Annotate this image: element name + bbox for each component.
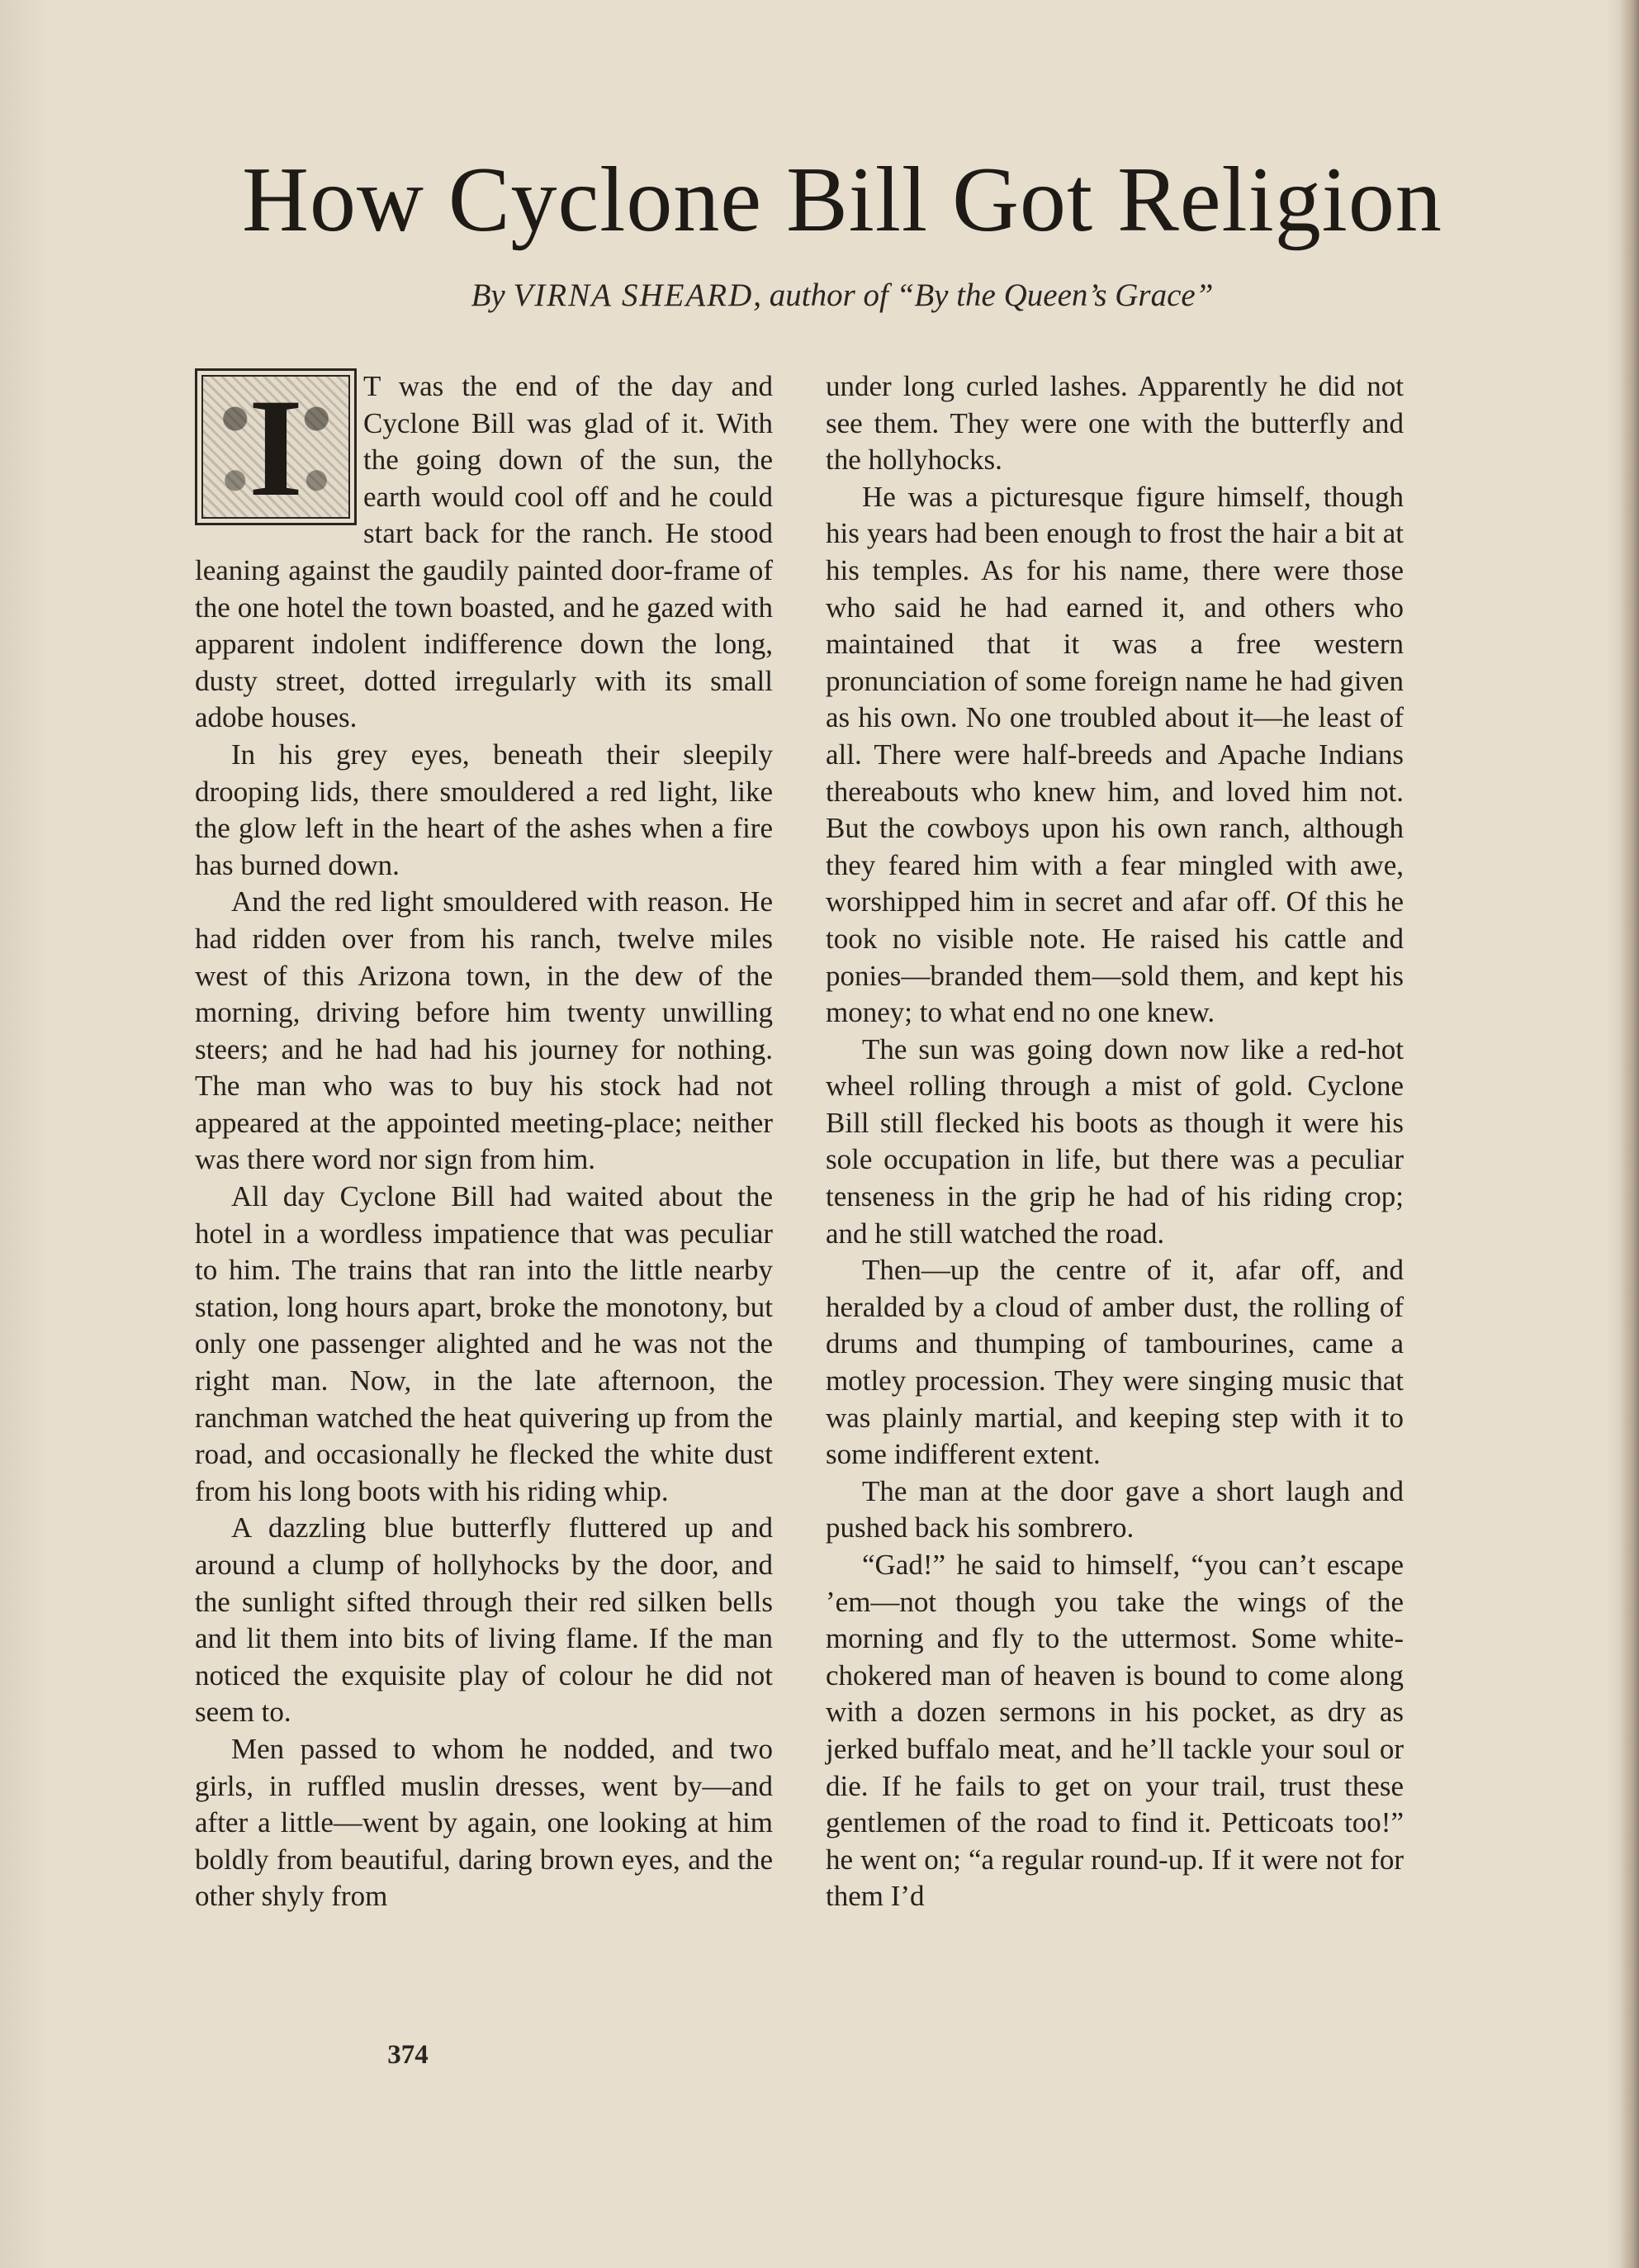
paragraph: All day Cyclone Bill had waited about the hotel in a wordless impatience that was peculiar to him. The trains that ran into the little nearby station, long hours apart, broke the monotony, but only one passenger alighted and he was not the right man. Now, in the late afternoon, the ranchman watched the heat quivering up from the road, and occasionally he flecked the white dust from his long boots with his riding whip.: [195, 1180, 773, 1507]
drop-cap-frame: [201, 375, 350, 519]
paragraph: The sun was going down now like a red-hot wheel rolling through a mist of gold. Cyclone Bill still flecked his boots as though it were his sole occupation in life, but there was a peculiar tenseness in the grip he had of his riding crop; and he still watched the road.: [826, 1032, 1404, 1250]
article-title: How Cyclone Bill Got Religion: [242, 149, 1442, 251]
paragraph: He was a picturesque figure himself, though his years had been enough to frost the hair a bit at his temples. As for his name, there were those who said he had earned it, and others who maintained that it was a free western pronunciation of some foreign name he had given as his own. No one troubled about it—he least of all. There were half-breeds and Apache Indians thereabouts who knew him, and loved him not. But the cowboys upon his own ranch, although they feared him with a fear mingled with awe, worshipped him in secret and afar off. Of this he took no visible note. He raised his cattle and ponies—branded them—sold them, and kept his money; to what end no one knew.: [826, 480, 1404, 1029]
left-column: [195, 368, 773, 1915]
paragraph: Then—up the centre of it, afar off, and heralded by a cloud of amber dust, the rolling of drums and thumping of tambourines, came a motley procession. They were singing music that was plainly martial, and keeping step with it to some indifferent extent.: [826, 1254, 1404, 1471]
paragraph: “Gad!” he said to himself, “you can’t escape ’em—not though you take the wings of the morning and fly to the uttermost. Some white-chokered man of heaven is bound to come along with a dozen sermons in his pocket, as dry as jerked buffalo meat, and he’ll tackle your soul or die. If he fails to get on your trail, trust these gentlemen of the road to find it. Petticoats too!” he went on; “a regular round-up. If it were not for them I’d: [826, 1549, 1404, 1913]
paragraph: Men passed to whom he nodded, and two girls, in ruffled muslin dresses, went by—and after a little—went by again, one looking at him boldly from beautiful, daring brown eyes, and the other shyly from: [195, 1732, 773, 1913]
page-number: 374: [387, 2040, 429, 2070]
byline-author: VIRNA SHEARD: [513, 278, 754, 313]
drop-cap-letter: I: [248, 375, 304, 519]
page-edge: [1621, 0, 1639, 2268]
byline-suffix: , author of “By the Queen’s Grace”: [753, 278, 1214, 313]
byline: [165, 273, 1519, 319]
byline-prefix: By: [471, 278, 514, 313]
paragraph: And the red light smouldered with reason. He had ridden over from his ranch, twelve miles west of this Arizona town, in the dew of the morning, driving before him twenty unwilling steers; and he had had his journey for nothing. The man who was to buy his stock had not appeared at the appointed meeting-place; neither was there word nor sign from him.: [195, 885, 773, 1176]
paragraph: A dazzling blue butterfly fluttered up and around a clump of hollyhocks by the door, and the sunlight sifted through their red silken bells and lit them into bits of living flame. If the man noticed the exquisite play of colour he did not seem to.: [195, 1511, 773, 1729]
paragraph: under long curled lashes. Apparently he did not see them. They were one with the butterfly and the hollyhocks.: [826, 370, 1404, 477]
paragraph: The man at the door gave a short laugh and pushed back his sombrero.: [826, 1474, 1404, 1544]
paragraph: In his grey eyes, beneath their sleepily drooping lids, there smouldered a red light, like the glow left in the heart of the ashes when a fire has burned down.: [195, 738, 773, 881]
right-column: [826, 368, 1404, 1915]
drop-cap-ornament: [195, 368, 357, 525]
paragraph: T was the end of the day and Cyclone Bill was glad of it. With the going down of the sun, the earth would cool off and he could start back for the ranch. He stood leaning against the gaudily painted door-frame of the one hotel the town boasted, and he gazed with apparent indolent indifference down the long, dusty street, dotted irregularly with its small adobe houses.: [195, 370, 773, 734]
